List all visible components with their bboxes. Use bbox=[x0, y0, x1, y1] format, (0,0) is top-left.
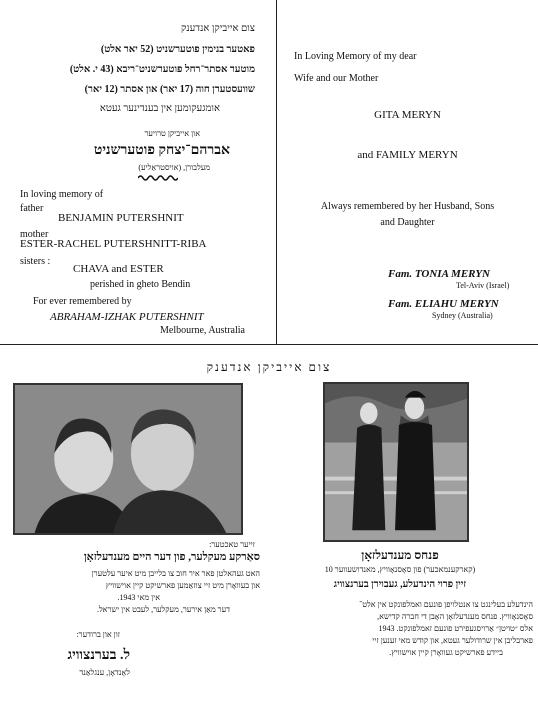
photo-elderly-couple-image bbox=[325, 384, 467, 540]
tl-from: און אייביקן טרויער bbox=[144, 129, 200, 138]
tl-en-4: mother bbox=[20, 229, 49, 240]
photo-couple-image bbox=[15, 385, 241, 533]
tl-line-father: פאטער בנימין פוטערשניט (52 יאר אלט) bbox=[100, 44, 255, 55]
bottom-header: צום אייביקן אנדענק bbox=[206, 360, 332, 374]
tr-fam-2: Fam. ELIAHU MERYN bbox=[388, 298, 499, 310]
tl-name: אברהם־יצחק פוטערשניט bbox=[93, 143, 230, 158]
photo-couple bbox=[13, 383, 243, 535]
tl-en-11: Melbourne, Australia bbox=[160, 325, 245, 336]
tl-en-8: perished in gheto Bendin bbox=[90, 279, 191, 290]
br-l2: (קארקענמאכער) פון סאָסנאָוויץ, מאנדושעווער 10 bbox=[324, 565, 476, 574]
vertical-divider-top bbox=[276, 0, 277, 345]
tr-fam-1-city: Tel-Aviv (Israel) bbox=[456, 281, 510, 290]
br-l7: פארבליבן אין שרודולער געטא, און קודש מאי זענען זיי bbox=[372, 636, 533, 645]
br-l6: אלס ״טויטן״ אַרויסגעפירט פונעם זאמלפונקט. 1943 bbox=[378, 624, 533, 633]
bl-l1: זייער טאכטער: bbox=[209, 540, 255, 549]
bl-l2: סאַרקע מעקלער, פון דער היים מענדעלזאָן bbox=[83, 551, 260, 563]
tl-en-2: father bbox=[20, 203, 44, 214]
horizontal-divider bbox=[0, 344, 538, 345]
bl-l8: ל. בערנצוויג bbox=[67, 648, 130, 663]
tl-en-9: For ever remembered by bbox=[33, 296, 132, 307]
br-l8: ביידע פארשיקט געוואָרן קיין אוישוויץ. bbox=[389, 648, 503, 657]
photo-elderly-couple bbox=[323, 382, 469, 542]
tr-fam-1: Fam. TONIA MERYN bbox=[388, 268, 490, 280]
tl-en-6: sisters : bbox=[20, 256, 51, 267]
bl-l3: האט געהאלטן פאר איר חוב צו בלייבן מיט איער עלטערן bbox=[91, 569, 260, 578]
wavy-divider bbox=[138, 174, 178, 182]
bl-l7: זון און ברודער: bbox=[76, 630, 120, 639]
tr-l6: and Daughter bbox=[380, 217, 435, 228]
tl-header: צום אייביקן אנדענק bbox=[181, 23, 255, 34]
br-l1: פנחס מענדעלזאָן bbox=[361, 548, 439, 562]
br-l4: הינדעלע בעלינגט צו אנטלויפן פונעם ואמלפונקט אין אלט־ bbox=[359, 600, 533, 609]
tr-l4: and FAMILY MERYN bbox=[357, 149, 458, 161]
tl-line-mother: מוטער אסתר־רחל פוטערשניט־ריבא (43 י. אלט) bbox=[69, 64, 255, 75]
tl-line-perished: אומגעקומען אין בענדינער געטא bbox=[99, 103, 220, 114]
tr-l3: GITA MERYN bbox=[374, 109, 441, 121]
bl-l5: אין מאי 1943. bbox=[117, 593, 160, 602]
bl-l4: און בעוואָרן מיט זיי צוזאַמען פארשיקט קיין אוישוויץ bbox=[105, 581, 260, 590]
tr-l5: Always remembered by her Husband, Sons bbox=[320, 201, 495, 212]
tl-place: מעלבורן, (אויסטראַליע) bbox=[138, 163, 210, 172]
tl-en-10: ABRAHAM-IZHAK PUTERSHNIT bbox=[50, 311, 204, 323]
br-l3: זיין פרוי הינדעלע, געבוירן בערנצוויג bbox=[333, 579, 467, 590]
br-l5: סאָסנאָוויץ. פנחס מענדעלזאָן האָבן די חברה קדישא, bbox=[377, 612, 533, 621]
tl-en-1: In loving memory of bbox=[20, 189, 104, 200]
tl-en-3: BENJAMIN PUTERSHNIT bbox=[58, 212, 184, 224]
tr-l1: In Loving Memory of my dear bbox=[294, 51, 417, 62]
tl-en-5: ESTER-RACHEL PUTERSHNITT-RIBA bbox=[20, 238, 207, 250]
tr-fam-2-city: Sydney (Australia) bbox=[432, 311, 493, 320]
bl-l6: דער מאַן אירער, מעקלער, לעבט אין ישראל. bbox=[96, 605, 230, 614]
tl-line-sisters: שוועסטערן חוה (17 יאר) און אסתר (12 יאר) bbox=[84, 84, 255, 95]
bl-l9: לאָנדאָן, ענגלאַנד bbox=[79, 668, 130, 677]
tl-en-7: CHAVA and ESTER bbox=[73, 263, 164, 275]
tr-l2: Wife and our Mother bbox=[294, 73, 379, 84]
